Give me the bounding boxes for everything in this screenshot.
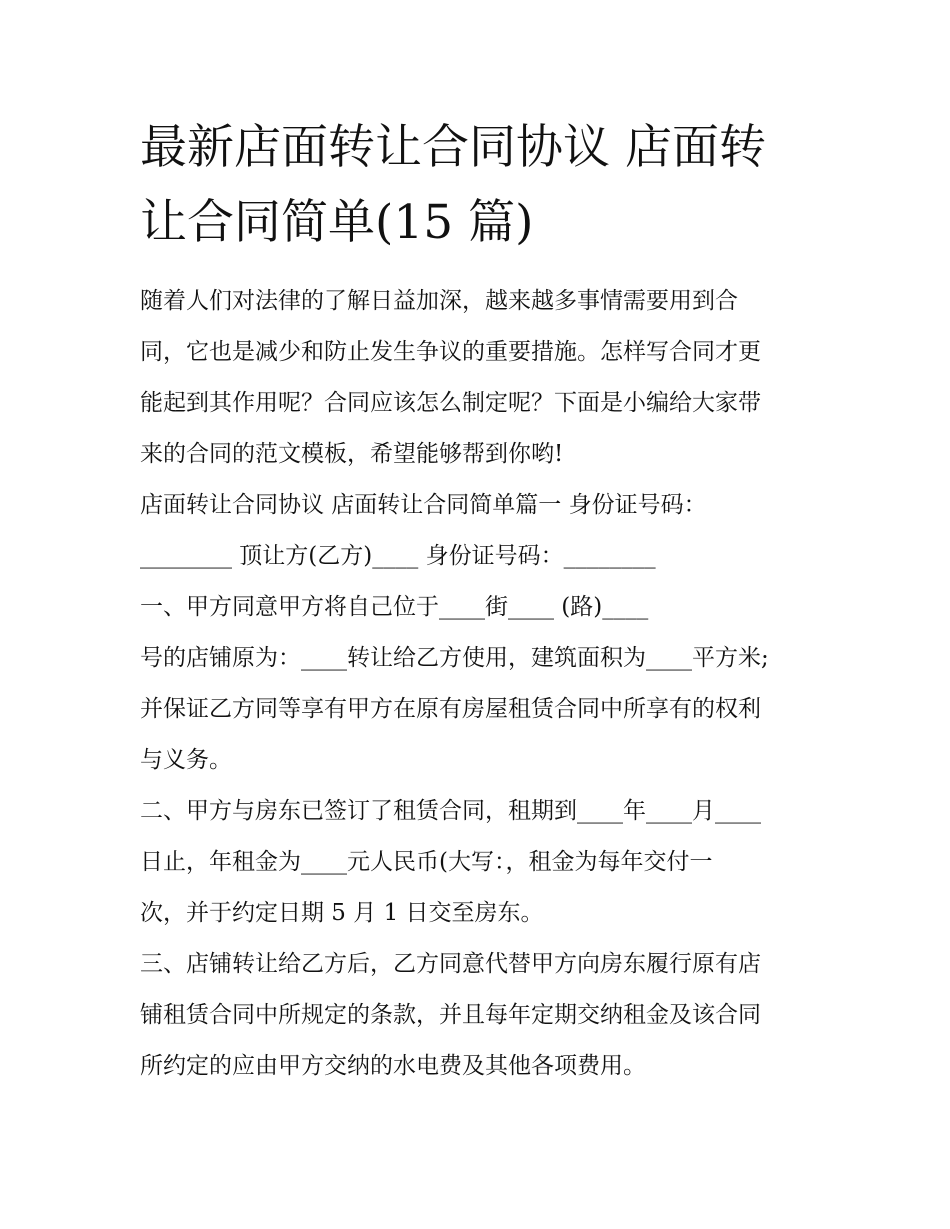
clause-1-line: 与义务。 xyxy=(140,747,232,773)
clause-2-line: 日止，年租金为____元人民币(大写：，租金为每年交付一 xyxy=(140,849,713,875)
title-line-1: 最新店面转让合同协议 店面转 xyxy=(140,120,766,175)
section-heading-line: 店面转让合同协议 店面转让合同简单篇一 身份证号码： xyxy=(140,492,707,518)
body-line: 来的合同的范文模板，希望能够帮到你哟! xyxy=(140,441,564,467)
clause-3-line: 三、店铺转让给乙方后，乙方同意代替甲方向房东履行原有店 xyxy=(140,951,761,977)
clause-3-line: 铺租赁合同中所规定的条款，并且每年定期交纳租金及该合同 xyxy=(140,1002,761,1028)
clause-1-line: 号的店铺原为：____转让给乙方使用，建筑面积为____平方米; xyxy=(140,645,769,671)
clause-2-line: 次，并于约定日期 5 月 1 日交至房东。 xyxy=(140,900,544,926)
document-body xyxy=(140,276,820,1092)
body-line: 随着人们对法律的了解日益加深，越来越多事情需要用到合 xyxy=(140,288,738,314)
body-line: ________ 顶让方(乙方)____ 身份证号码：________ xyxy=(140,543,656,569)
title-line-2: 让合同简单(15 篇) xyxy=(140,195,534,250)
clause-2-line: 二、甲方与房东已签订了租赁合同，租期到____年____月____ xyxy=(140,798,761,824)
clause-3-line: 所约定的应由甲方交纳的水电费及其他各项费用。 xyxy=(140,1053,646,1079)
clause-1-line: 一、甲方同意甲方将自己位于____街____ (路)____ xyxy=(140,594,649,620)
clause-1-line: 并保证乙方同等享有甲方在原有房屋租赁合同中所享有的权利 xyxy=(140,696,761,722)
document-title xyxy=(140,110,820,260)
body-line: 能起到其作用呢？合同应该怎么制定呢？下面是小编给大家带 xyxy=(140,390,761,416)
body-line: 同，它也是减少和防止发生争议的重要措施。怎样写合同才更 xyxy=(140,339,761,365)
